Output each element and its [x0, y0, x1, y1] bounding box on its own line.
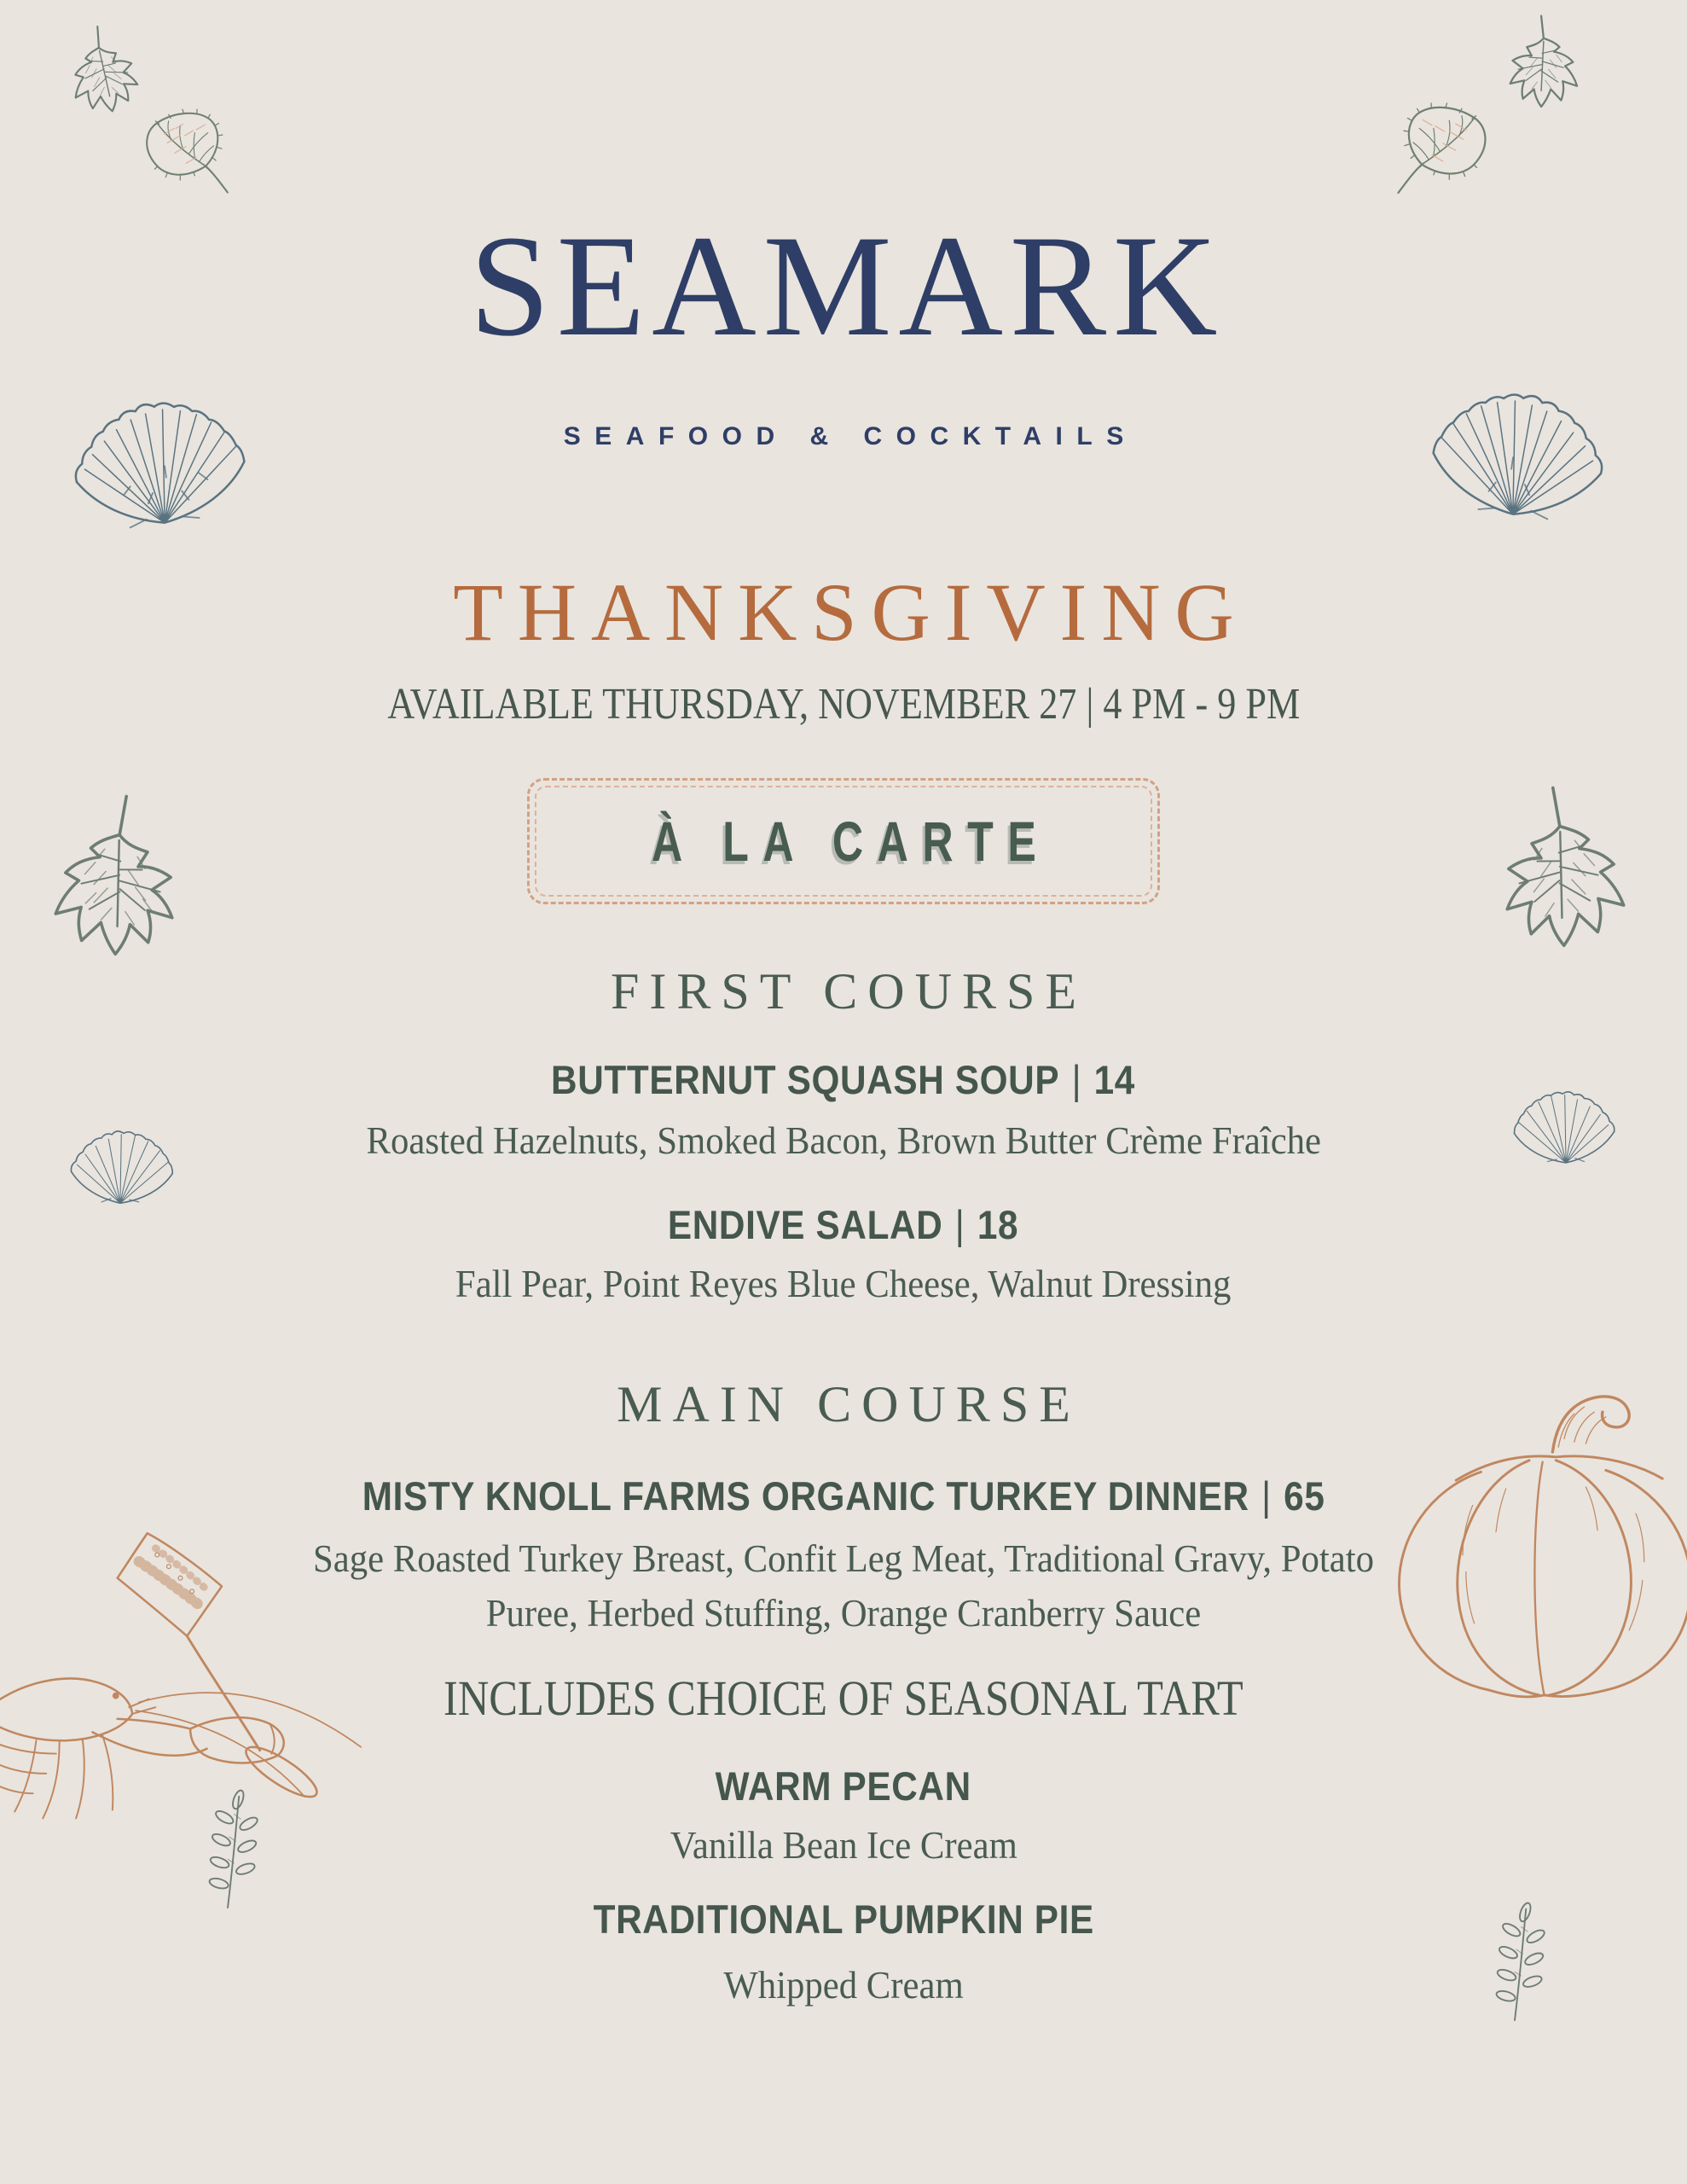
- event-title: THANKSGIVING: [453, 566, 1249, 658]
- menu-item-name: [0, 1202, 1687, 1247]
- section-heading-first-course: FIRST COURSE: [610, 963, 1087, 1019]
- menu-item-name: [0, 1473, 1687, 1519]
- menu-item-description: Fall Pear, Point Reyes Blue Cheese, Walnut Dressing: [455, 1263, 1232, 1305]
- item-price: 14: [1094, 1057, 1136, 1102]
- price-divider: |: [1072, 1057, 1082, 1102]
- aspen-leaf-icon: [1383, 94, 1501, 212]
- section-heading-main-course: MAIN COURSE: [617, 1376, 1081, 1432]
- item-title: ENDIVE SALAD: [668, 1202, 943, 1247]
- scallop-shell-icon: [44, 363, 279, 561]
- menu-item-name: [0, 1057, 1687, 1102]
- maple-leaf-icon: [51, 15, 158, 131]
- dessert-option-description: Vanilla Bean Ice Cream: [670, 1824, 1017, 1867]
- maple-leaf-icon: [30, 783, 209, 981]
- a-la-carte-label: À LA CARTE: [651, 810, 1050, 873]
- item-title: BUTTERNUT SQUASH SOUP: [551, 1057, 1060, 1102]
- dessert-option-name: WARM PECAN: [715, 1763, 972, 1809]
- menu-item-description: Sage Roasted Turkey Breast, Confit Leg Meat, Traditional Gravy, Potato Puree, Herbed Stuffing, Orange Cranberry Sauce: [313, 1537, 1374, 1635]
- maple-leaf-icon: [1471, 775, 1650, 973]
- item-price: 65: [1284, 1473, 1325, 1519]
- event-availability-text: AVAILABLE THURSDAY, NOVEMBER 27 | 4 PM - 9 PM: [387, 680, 1300, 729]
- aspen-leaf-icon: [132, 101, 241, 210]
- dessert-option-name: TRADITIONAL PUMPKIN PIE: [593, 1896, 1094, 1942]
- event-availability: [0, 682, 1687, 727]
- scallop-shell-icon: [1398, 355, 1632, 553]
- maple-leaf-icon: [1494, 12, 1590, 119]
- item-price: 18: [977, 1202, 1019, 1247]
- price-divider: |: [1261, 1473, 1272, 1519]
- dessert-option-description: Whipped Cream: [723, 1964, 964, 2007]
- dessert-note: INCLUDES CHOICE OF SEASONAL TART: [443, 1670, 1244, 1726]
- price-divider: |: [955, 1202, 965, 1247]
- menu-item-description: Roasted Hazelnuts, Smoked Bacon, Brown Butter Crème Fraîche: [366, 1119, 1321, 1162]
- a-la-carte-badge: [527, 778, 1160, 904]
- brand-logo: SEAMARK: [469, 206, 1225, 366]
- item-title: MISTY KNOLL FARMS ORGANIC TURKEY DINNER: [362, 1473, 1249, 1519]
- brand-tagline: SEAFOOD & COCKTAILS: [563, 422, 1138, 450]
